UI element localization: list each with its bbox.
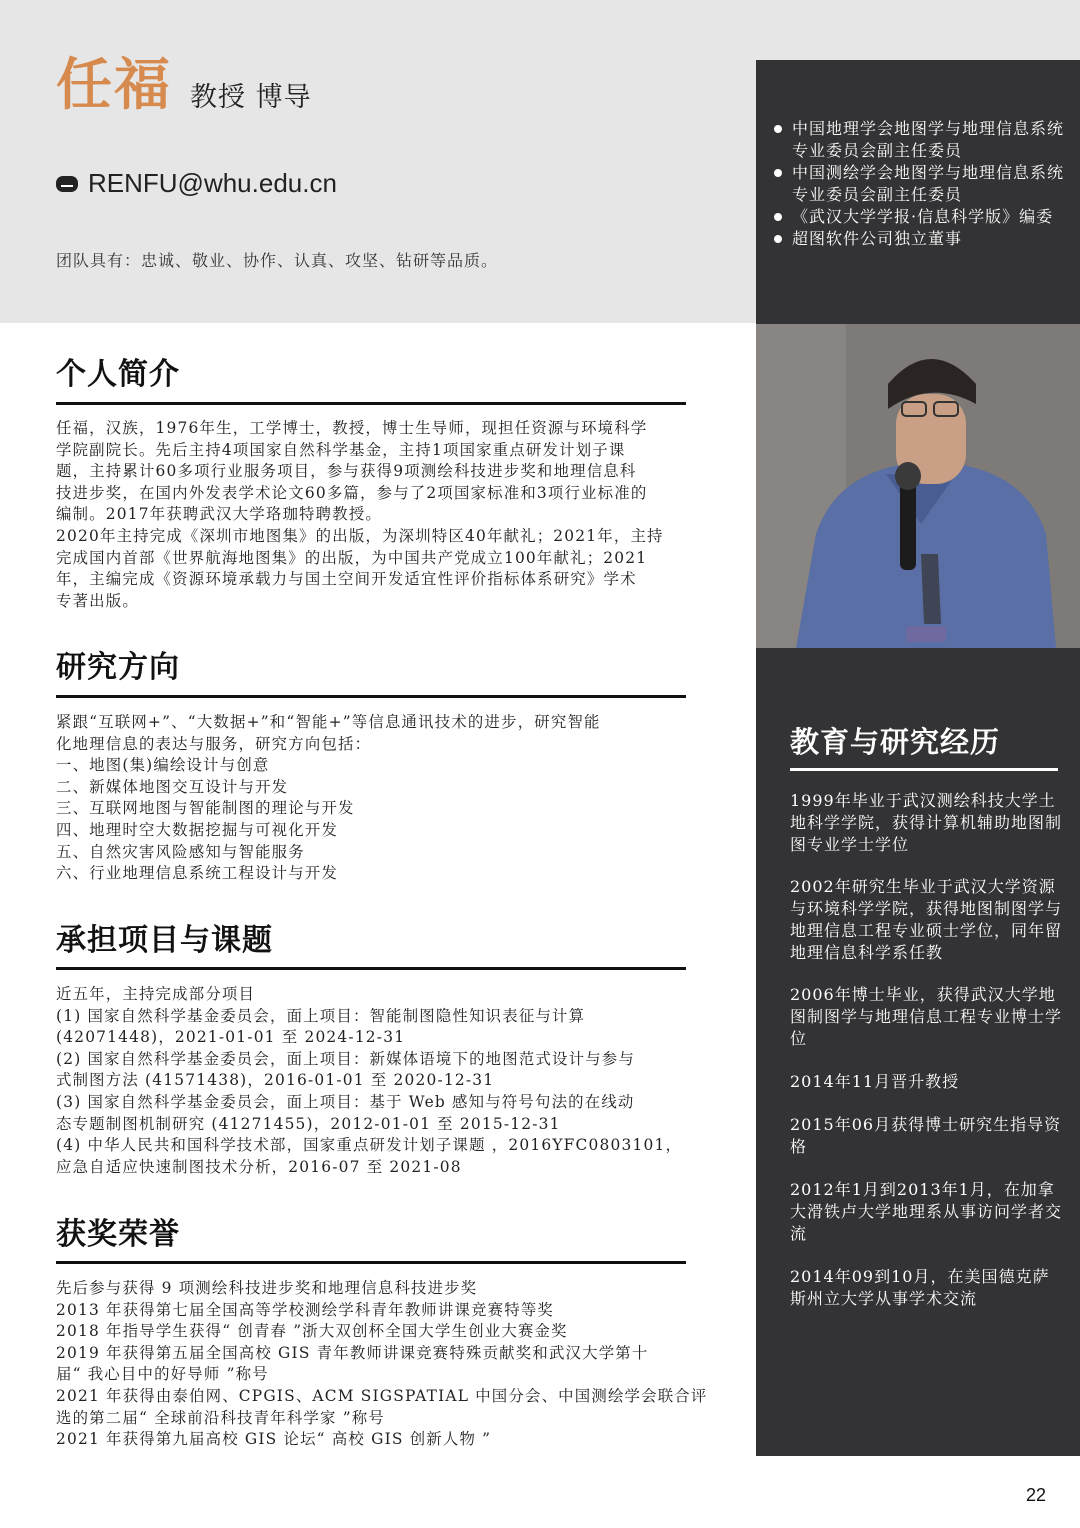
mail-icon: [56, 176, 78, 192]
education-item: 2014年09到10月，在美国德克萨斯州立大学从事学术交流: [790, 1267, 1050, 1308]
team-statement: 团队具有：忠诚、敬业、协作、认真、攻坚、钻研等品质。: [56, 251, 499, 270]
research-paragraph: 紧跟“互联网+”、“大数据+”和“智能+”等信息通讯技术的进步，研究智能 化地理信息的表达与服务，研究方向包括： 一、地图(集)编绘设计与创意 二、新媒体地图交互设计与开发 三、互联网地图与智能制图的理论与开发 四、地理时空大数据挖掘与可视化开发 五、自然灾害风险感知与智能服务 六、行业地理信息系统工程设计与开发: [56, 713, 601, 883]
role-item: 超图软件公司独立董事: [772, 228, 1064, 250]
education-item: 2015年06月获得博士研究生指导资格: [790, 1115, 1062, 1156]
section-title-research: 研究方向: [56, 650, 180, 685]
intro-paragraph: 任福，汉族，1976年生，工学博士，教授，博士生导师，现担任资源与环境科学 学院副院长。先后主持4项国家自然科学基金，主持1项国家重点研发计划子课 题，主持累计60多项行业服务项目，参与获得9项测绘科技进步奖和地理信息科 技进步奖，在国内外发表学术论文60多篇，参与了2项国家标准和3项行业标准的 编制。2017年获聘武汉大学珞珈特聘教授。 2020年主持完成《深圳市地图集》的出版，为深圳特区40年献礼；2021年，主持 完成国内首部《世界航海地图集》的出版，为中国共产党成立100年献礼；2021 年，主编完成《资源环境承载力与国土空间开发适宜性评价指标体系研究》学术 专著出版。: [56, 419, 664, 610]
role-item: 《武汉大学学报·信息科学版》编委: [772, 206, 1064, 228]
email-row: [56, 168, 337, 199]
section-rule: [790, 768, 1058, 771]
awards-paragraph: 先后参与获得 9 项测绘科技进步奖和地理信息科技进步奖 2013 年获得第七届全国高等学校测绘学科青年教师讲课竞赛特等奖 2018 年指导学生获得“ 创青春 ”浙大双创杯全国大学生创业大赛金奖 2019 年获得第五届全国高校 GIS 青年教师讲课竞赛特殊贡献奖和武汉大学第十 届“ 我心目中的好导师 ”称号 2021 年获得由泰伯网、CPGIS、ACM SIGSPATIAL 中国分会、中国测绘学会联合评 选的第二届“ 全球前沿科技青年科学家 ”称号 2021 年获得第九届高校 GIS 论坛“ 高校 GIS 创新人物 ”: [56, 1279, 708, 1449]
education-item: 2002年研究生毕业于武汉大学资源与环境科学学院，获得地图制图学与地理信息工程专业硕士学位，同年留地理信息科学系任教: [790, 877, 1063, 962]
education-item: 2012年1月到2013年1月，在加拿大滑铁卢大学地理系从事访问学者交流: [790, 1180, 1063, 1243]
portrait-illustration: [756, 324, 1080, 648]
section-rule: [56, 695, 686, 698]
projects-paragraph: 近五年，主持完成部分项目 (1) 国家自然科学基金委员会，面上项目：智能制图隐性知识表征与计算 (42071448)，2021-01-01 至 2024-12-31 (2) 国家自然科学基金委员会，面上项目：新媒体语境下的地图范式设计与参与 式制图方法 (41571438)，2016-01-01 至 2020-12-31 (3) 国家自然科学基金委员会，面上项目：基于 Web 感知与符号句法的在线动 态专题制图机制研究 (41271455)，2012-01-01 至 2015-12-31 (4) 中华人民共和国科学技术部，国家重点研发计划子课题 ，2016YFC0803101， 应急自适应快速制图技术分析，2016-07 至 2021-08: [56, 985, 683, 1176]
section-rule: [56, 1261, 686, 1264]
bullet-icon: [774, 213, 782, 221]
bullet-icon: [774, 169, 782, 177]
person-name: 任福: [56, 53, 172, 118]
section-rule: [56, 967, 686, 970]
bullet-icon: [774, 125, 782, 133]
section-title-awards: 获奖荣誉: [56, 1217, 180, 1252]
education-item: 1999年毕业于武汉测绘科技大学土地科学学院，获得计算机辅助地图制图专业学士学位: [790, 791, 1063, 854]
page-number: 22: [1026, 1485, 1047, 1505]
role-item: 中国测绘学会地图学与地理信息系统专业委员会副主任委员: [772, 162, 1064, 206]
education-item: 2014年11月晋升教授: [790, 1072, 960, 1091]
section-title-projects: 承担项目与课题: [56, 923, 273, 958]
roles-list: [772, 118, 1064, 250]
portrait-photo: [756, 324, 1080, 648]
section-title-intro: 个人简介: [56, 357, 180, 392]
education-item: 2006年博士毕业，获得武汉大学地图制图学与地理信息工程专业博士学位: [790, 985, 1063, 1048]
section-title-education: 教育与研究经历: [790, 725, 1001, 759]
section-rule: [56, 402, 686, 405]
email-address[interactable]: RENFU@whu.edu.cn: [88, 168, 337, 198]
bullet-icon: [774, 235, 782, 243]
role-item: 中国地理学会地图学与地理信息系统专业委员会副主任委员: [772, 118, 1064, 162]
person-title: 教授 博导: [190, 82, 312, 113]
